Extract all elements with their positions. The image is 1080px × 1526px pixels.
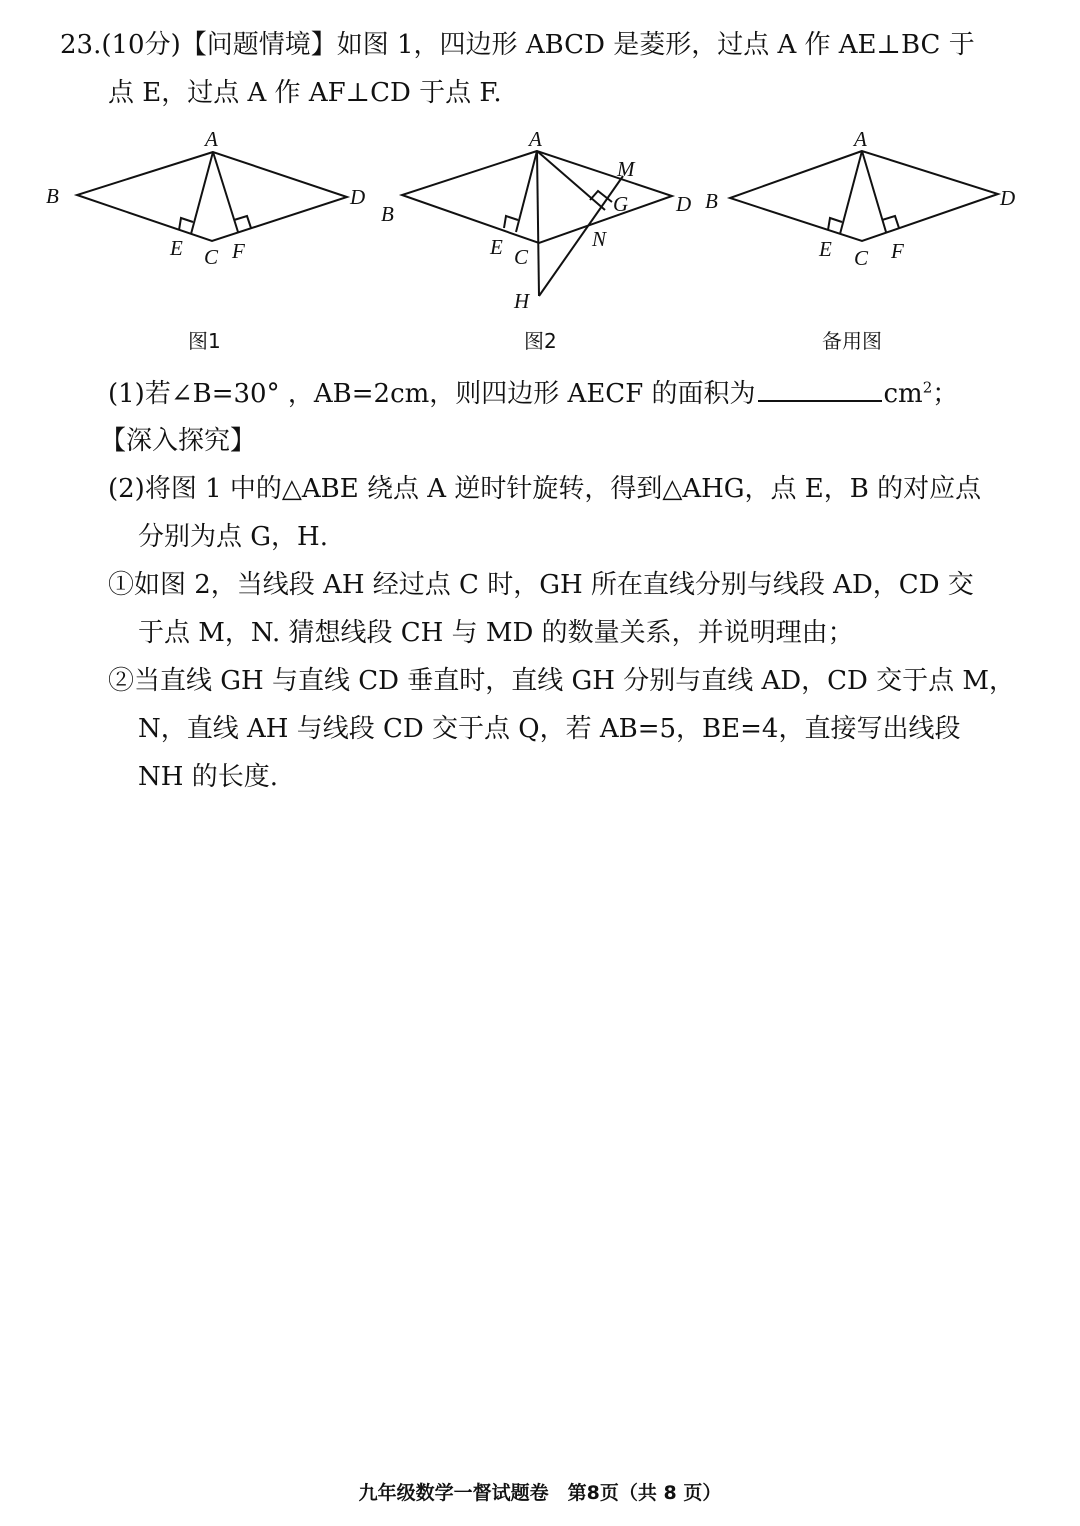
part-2-line-1: (2)将图 1 中的△ABE 绕点 A 逆时针旋转，得到△AHG，点 E，B 的对应点 (108, 474, 982, 504)
page-footer: 九年级数学一督试题卷 第8页（共 8 页） (358, 1482, 722, 1504)
fig1-label-f: F (232, 239, 245, 263)
part-1-text: (1)若∠B=30° ，AB=2cm，则四边形 AECF 的面积为 (108, 379, 756, 409)
sub-2-line-2: N，直线 AH 与线段 CD 交于点 Q，若 AB=5，BE=4，直接写出线段 (138, 714, 961, 744)
part-2-line-2: 分别为点 G，H. (138, 522, 328, 552)
sub-1-line-2: 于点 M，N. 猜想线段 CH 与 MD 的数量关系，并说明理由； (138, 618, 854, 648)
part-1-line (108, 376, 958, 411)
fig3-segment-ae (840, 151, 862, 234)
fig2-label-n: N (592, 227, 607, 251)
figure-2 (381, 127, 691, 353)
figure-spare (705, 127, 1015, 353)
question-intro-1: 如图 1，四边形 ABCD 是菱形，过点 A 作 AE⊥BC 于 (336, 30, 975, 60)
fig2-label-g: G (613, 192, 629, 216)
fig2-label-a: A (529, 127, 542, 151)
fig1-label-a: A (205, 127, 218, 151)
fig1-segment-ae (191, 152, 213, 234)
fig2-label-c: C (514, 245, 529, 269)
fig2-segment-ae (516, 151, 537, 232)
fig2-label-m: M (617, 157, 635, 181)
fig1-right-angle-e (179, 218, 193, 230)
fig1-rhombus (77, 152, 347, 241)
part-1-unit: cm (883, 379, 923, 409)
fig3-label-e: E (819, 237, 832, 261)
fig2-segment-ah (537, 151, 539, 296)
part-1-answer-blank[interactable] (758, 376, 882, 402)
sub-2-line-1: ②当直线 GH 与直线 CD 垂直时，直线 GH 分别与直线 AD，CD 交于点 M， (108, 666, 1015, 696)
fig1-caption: 图1 (188, 329, 221, 353)
fig2-label-e: E (490, 235, 503, 259)
fig1-label-b: B (46, 184, 59, 208)
fig3-label-d: D (1000, 186, 1016, 210)
question-intro-2: 点 E，过点 A 作 AF⊥CD 于点 F. (108, 78, 502, 108)
fig3-label-f: F (891, 239, 904, 263)
question-score: (10分) (101, 30, 181, 60)
question-number: 23. (60, 30, 102, 60)
figure-1 (46, 127, 365, 353)
fig3-caption: 备用图 (822, 329, 882, 353)
section-explore-heading: 【深入探究】 (100, 426, 257, 456)
question-context-label: 【问题情境】 (180, 30, 337, 60)
fig2-segment-ag (537, 151, 605, 210)
fig3-rhombus (730, 151, 998, 241)
fig3-label-b: B (705, 189, 718, 213)
fig2-segment-gh (539, 176, 623, 296)
fig2-caption: 图2 (524, 329, 557, 353)
fig2-label-b: B (381, 202, 394, 226)
figures (0, 0, 1080, 370)
sub-2-line-3: NH 的长度. (138, 762, 278, 792)
fig2-label-d: D (676, 192, 692, 216)
fig1-label-c: C (204, 245, 219, 269)
fig3-label-c: C (854, 246, 869, 270)
sub-1-line-1: ①如图 2，当线段 AH 经过点 C 时，GH 所在直线分别与线段 AD，CD 交 (108, 570, 974, 600)
fig2-label-h: H (514, 289, 530, 313)
part-1-tail: ； (932, 379, 959, 409)
fig3-right-angle-e (828, 218, 842, 230)
fig1-label-d: D (350, 185, 366, 209)
part-1-unit-exponent: 2 (922, 378, 933, 397)
fig1-label-e: E (170, 236, 183, 260)
fig3-label-a: A (854, 127, 867, 151)
fig2-right-angle-e (504, 216, 518, 228)
